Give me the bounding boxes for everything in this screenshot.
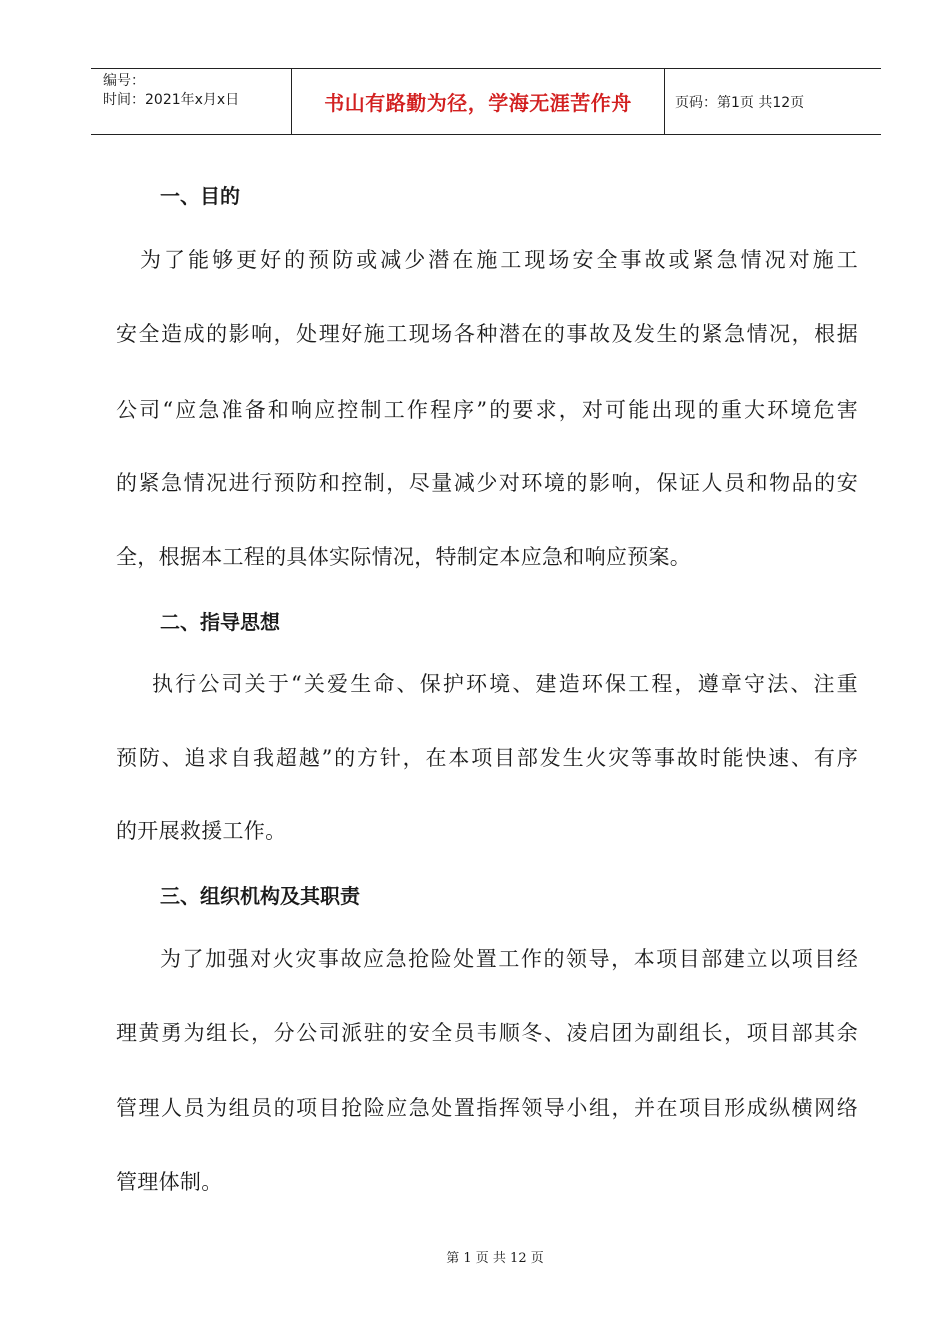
paragraph-line: 理黄勇为组长，分公司派驻的安全员韦顺冬、凌启团为副组长，项目部其余 xyxy=(116,1021,858,1045)
paragraph-line: 公司“应急准备和响应控制工作程序”的要求，对可能出现的重大环境危害 xyxy=(116,398,858,422)
paragraph-line: 的开展救援工作。 xyxy=(116,819,287,843)
paragraph-line: 为了加强对火灾事故应急抢险处置工作的领导，本项目部建立以项目经 xyxy=(160,947,858,971)
section-heading-guiding-ideology: 二、指导思想 xyxy=(160,610,280,634)
header-motto: 书山有路勤为径，学海无涯苦作舟 xyxy=(292,69,665,134)
paragraph-line: 全，根据本工程的具体实际情况，特制定本应急和响应预案。 xyxy=(116,545,692,569)
document-number-label: 编号： xyxy=(103,73,145,89)
paragraph-line: 预防、追求自我超越”的方针，在本项目部发生火灾等事故时能快速、有序 xyxy=(116,746,858,770)
header-meta xyxy=(91,69,292,134)
page-header xyxy=(91,68,881,135)
paragraph-line: 的紧急情况进行预防和控制，尽量减少对环境的影响，保证人员和物品的安 xyxy=(116,471,858,495)
section-heading-purpose: 一、目的 xyxy=(160,184,240,208)
paragraph-line: 管理体制。 xyxy=(116,1170,223,1194)
paragraph-line: 执行公司关于“关爱生命、保护环境、建造环保工程，遵章守法、注重 xyxy=(152,672,858,696)
paragraph-line: 安全造成的影响，处理好施工现场各种潜在的事故及发生的紧急情况，根据 xyxy=(116,322,858,346)
section-heading-organization: 三、组织机构及其职责 xyxy=(160,884,360,908)
paragraph-line: 管理人员为组员的项目抢险应急处置指挥领导小组，并在项目形成纵横网络 xyxy=(116,1096,858,1120)
document-time-label: 时间：2021年x月x日 xyxy=(103,92,240,108)
page-footer: 第 1 页 共 12 页 xyxy=(446,1251,544,1266)
header-page-number: 页码：第1页 共12页 xyxy=(675,94,805,111)
paragraph-line: 为了能够更好的预防或减少潜在施工现场安全事故或紧急情况对施工 xyxy=(116,248,858,272)
